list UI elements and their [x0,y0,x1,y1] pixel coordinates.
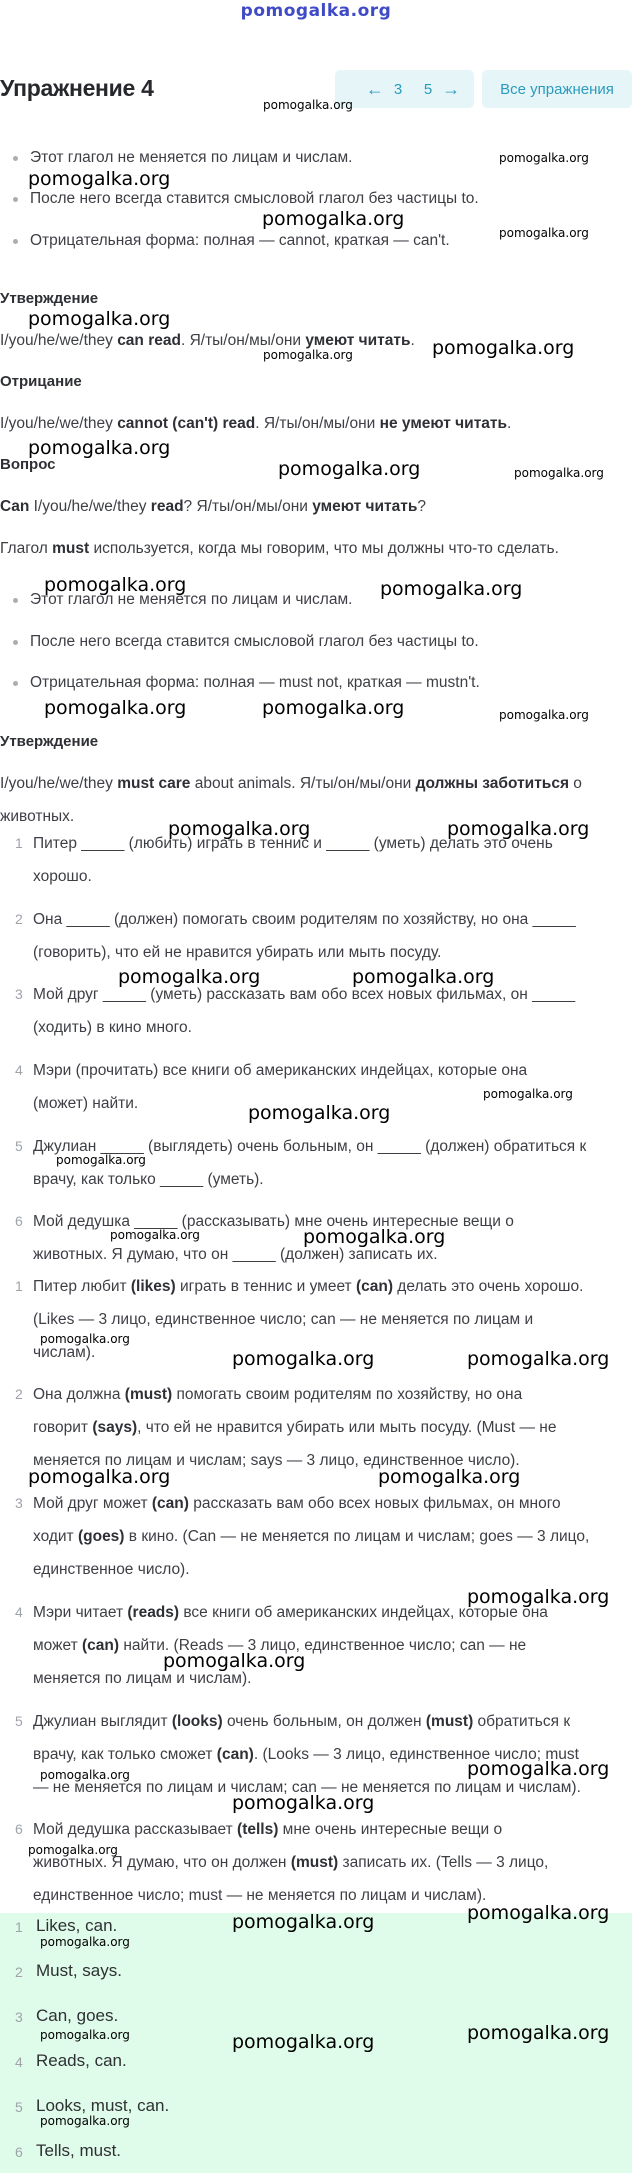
watermark-text: pomogalka.org [380,578,523,600]
watermark-text: pomogalka.org [499,226,589,240]
watermark-text: pomogalka.org [278,458,421,480]
watermark-text: pomogalka.org [28,308,171,330]
section-heading: Утверждение [0,290,99,307]
list-item: Отрицательная форма: полная — cannot, краткая — can't. [30,230,450,252]
watermark-text: pomogalka.org [352,966,495,988]
watermark-text: pomogalka.org [263,348,353,362]
watermark-text: pomogalka.org [28,1466,171,1488]
watermark-text: pomogalka.org [467,1348,610,1370]
site-logo[interactable]: pomogalka.org [240,1,392,21]
list-item: Этот глагол не меняется по лицам и числам. [30,589,352,611]
watermark-text: pomogalka.org [118,966,261,988]
arrow-left-icon: ← [365,79,384,99]
prev-exercise-label: 3 [393,80,403,98]
watermark-text: pomogalka.org [232,1792,375,1814]
list-item: После него всегда ставится смысловой глагол без частицы to. [30,631,479,653]
watermark-text: pomogalka.org [232,1348,375,1370]
section-heading: Отрицание [0,373,82,390]
watermark-text: pomogalka.org [467,1586,610,1608]
all-exercises-label: Все упражнения [500,80,614,98]
list-item: Этот глагол не меняется по лицам и числам. [30,147,352,169]
watermark-text: pomogalka.org [40,1768,130,1782]
watermark-text: pomogalka.org [56,1153,146,1167]
example-sentence: Can I/you/he/we/they read? Я/ты/он/мы/они умеют читать? [0,498,426,515]
watermark-text: pomogalka.org [262,208,405,230]
answers-panel: 1 Likes, can. 2 Must, says. 3 Can, goes. 4 Reads, can. 5 Looks, must, can. 6 Tells, must. [0,1913,632,2173]
watermark-text: pomogalka.org [262,697,405,719]
example-sentence: I/you/he/we/they can read. Я/ты/он/мы/они умеют читать. [0,332,415,349]
watermark-text: pomogalka.org [28,1843,118,1857]
watermark-text: pomogalka.org [378,1466,521,1488]
watermark-text: pomogalka.org [432,337,575,359]
must-intro: Глагол must используется, когда мы говорим, что мы должны что-то сделать. [0,540,559,557]
section-heading: Утверждение [0,733,99,750]
watermark-text: pomogalka.org [163,1650,306,1672]
watermark-text: pomogalka.org [44,697,187,719]
page-title: Упражнение 4 [0,75,154,101]
watermark-text: pomogalka.org [232,2031,375,2053]
watermark-text: pomogalka.org [499,708,589,722]
watermark-text: pomogalka.org [28,437,171,459]
watermark-text: pomogalka.org [248,1102,391,1124]
watermark-text: pomogalka.org [40,2114,130,2128]
section-heading: Вопрос [0,456,56,473]
list-item: Отрицательная форма: полная — must not, краткая — mustn't. [30,672,480,694]
watermark-text: pomogalka.org [232,1911,375,1933]
list-item: После него всегда ставится смысловой глагол без частицы to. [30,188,479,210]
watermark-text: pomogalka.org [467,1902,610,1924]
example-sentence: I/you/he/we/they cannot (can't) read. Я/ты/он/мы/они не умеют читать. [0,415,512,432]
watermark-text: pomogalka.org [303,1226,446,1248]
watermark-text: pomogalka.org [28,168,171,190]
watermark-text: pomogalka.org [467,2022,610,2044]
watermark-text: pomogalka.org [263,98,353,112]
watermark-text: pomogalka.org [483,1087,573,1101]
example-sentence: I/you/he/we/they must care about animals. Я/ты/он/мы/они должны заботиться о животных. [0,775,582,825]
watermark-text: pomogalka.org [40,1332,130,1346]
watermark-text: pomogalka.org [110,1228,200,1242]
watermark-text: pomogalka.org [499,151,589,165]
arrow-right-icon: → [442,79,461,99]
watermark-text: pomogalka.org [514,466,604,480]
watermark-text: pomogalka.org [44,574,187,596]
next-exercise-label: 5 [423,80,433,98]
watermark-text: pomogalka.org [447,818,590,840]
watermark-text: pomogalka.org [40,1935,130,1949]
watermark-text: pomogalka.org [467,1758,610,1780]
watermark-text: pomogalka.org [40,2028,130,2042]
all-exercises-button[interactable] [482,70,632,108]
watermark-text: pomogalka.org [168,818,311,840]
next-exercise-button[interactable] [410,70,474,108]
